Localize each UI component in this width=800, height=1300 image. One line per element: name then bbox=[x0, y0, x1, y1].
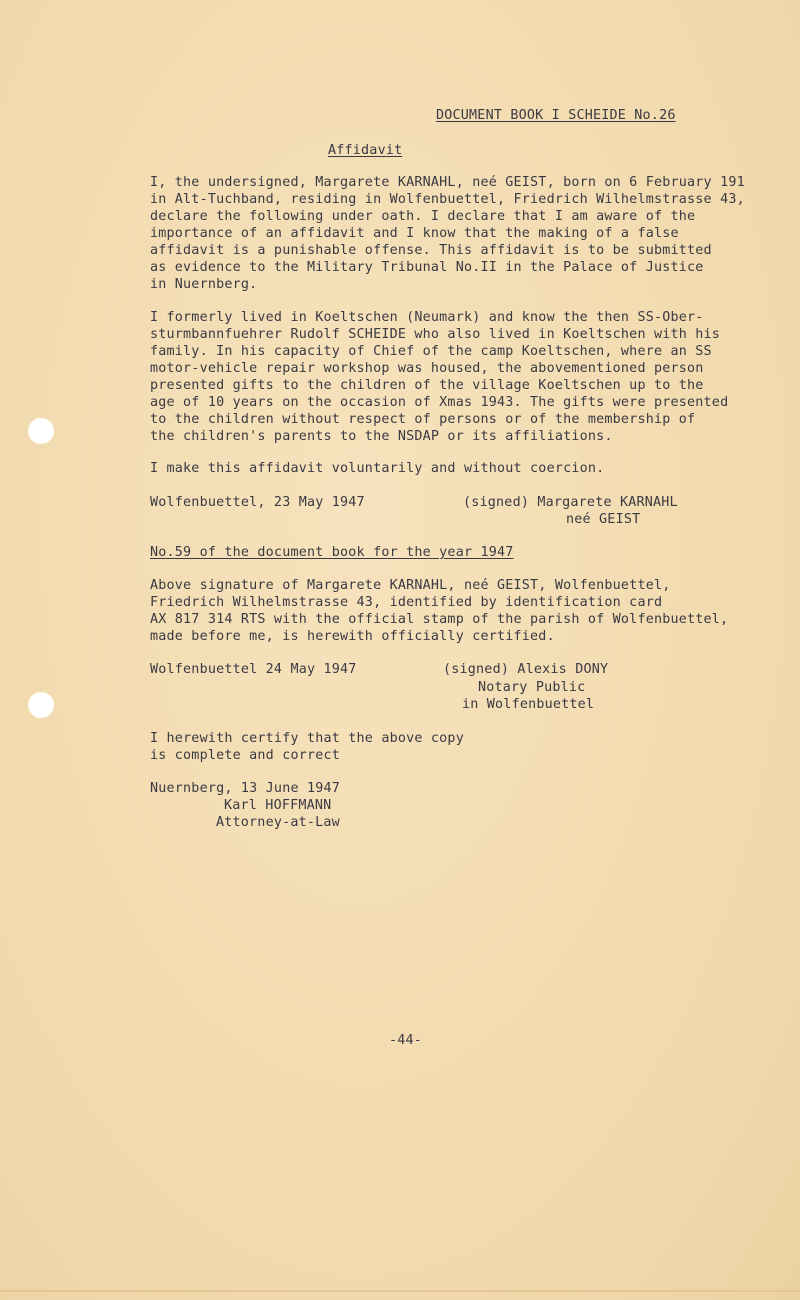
signature-signed: (signed) Margarete KARNAHL bbox=[463, 495, 678, 510]
signature-maiden-name: neé GEIST bbox=[566, 512, 641, 527]
page-title: Affidavit bbox=[328, 143, 403, 158]
attorney-name: Karl HOFFMANN bbox=[224, 798, 332, 813]
text-line: I formerly lived in Koeltschen (Neumark) and know the then SS-Ober- bbox=[150, 310, 704, 325]
text-line: affidavit is a punishable offense. This affidavit is to be submitted bbox=[150, 243, 712, 258]
text-line: declare the following under oath. I declare that I am aware of the bbox=[150, 209, 696, 224]
text-line: presented gifts to the children of the village Koeltschen up to the bbox=[150, 378, 704, 393]
text-line: in Nuernberg. bbox=[150, 277, 258, 292]
text-line: family. In his capacity of Chief of the camp Koeltschen, where an SS bbox=[150, 344, 712, 359]
notary-place: in Wolfenbuettel bbox=[462, 697, 595, 712]
text-line: is complete and correct bbox=[150, 748, 341, 763]
attorney-role: Attorney-at-Law bbox=[216, 815, 340, 830]
page-number: -44- bbox=[389, 1033, 423, 1048]
text-line: I herewith certify that the above copy bbox=[150, 731, 464, 746]
notary-heading: No.59 of the document book for the year 1947 bbox=[150, 545, 514, 560]
notary-signed: (signed) Alexis DONY bbox=[443, 662, 609, 677]
punch-hole-top bbox=[28, 418, 54, 444]
text-line: AX 817 314 RTS with the official stamp of the parish of Wolfenbuettel, bbox=[150, 612, 729, 627]
notary-place-date: Wolfenbuettel 24 May 1947 bbox=[150, 662, 357, 677]
text-line: to the children without respect of persons or of the membership of bbox=[150, 412, 696, 427]
text-line: Above signature of Margarete KARNAHL, neé GEIST, Wolfenbuettel, bbox=[150, 578, 671, 593]
text-line: the children's parents to the NSDAP or its affiliations. bbox=[150, 429, 613, 444]
text-line: I, the undersigned, Margarete KARNAHL, neé GEIST, born on 6 February 191 bbox=[150, 175, 745, 190]
text-line: importance of an affidavit and I know that the making of a false bbox=[150, 226, 679, 241]
affidavit-paragraph-3: I make this affidavit voluntarily and without coercion. bbox=[150, 461, 605, 476]
document-reference: DOCUMENT BOOK I SCHEIDE No.26 bbox=[436, 108, 676, 123]
text-line: as evidence to the Military Tribunal No.II in the Palace of Justice bbox=[150, 260, 704, 275]
text-line: made before me, is herewith officially certified. bbox=[150, 629, 555, 644]
notary-role: Notary Public bbox=[478, 680, 586, 695]
page-edge-line bbox=[0, 1290, 800, 1292]
signature-place-date: Wolfenbuettel, 23 May 1947 bbox=[150, 495, 365, 510]
text-line: age of 10 years on the occasion of Xmas 1943. The gifts were presented bbox=[150, 395, 729, 410]
text-line: motor-vehicle repair workshop was housed, the abovementioned person bbox=[150, 361, 704, 376]
text-line: Friedrich Wilhelmstrasse 43, identified by identification card bbox=[150, 595, 663, 610]
attorney-place-date: Nuernberg, 13 June 1947 bbox=[150, 781, 341, 796]
punch-hole-bottom bbox=[28, 692, 54, 718]
text-line: sturmbannfuehrer Rudolf SCHEIDE who also lived in Koeltschen with his bbox=[150, 327, 721, 342]
text-line: in Alt-Tuchband, residing in Wolfenbuettel, Friedrich Wilhelmstrasse 43, bbox=[150, 192, 745, 207]
